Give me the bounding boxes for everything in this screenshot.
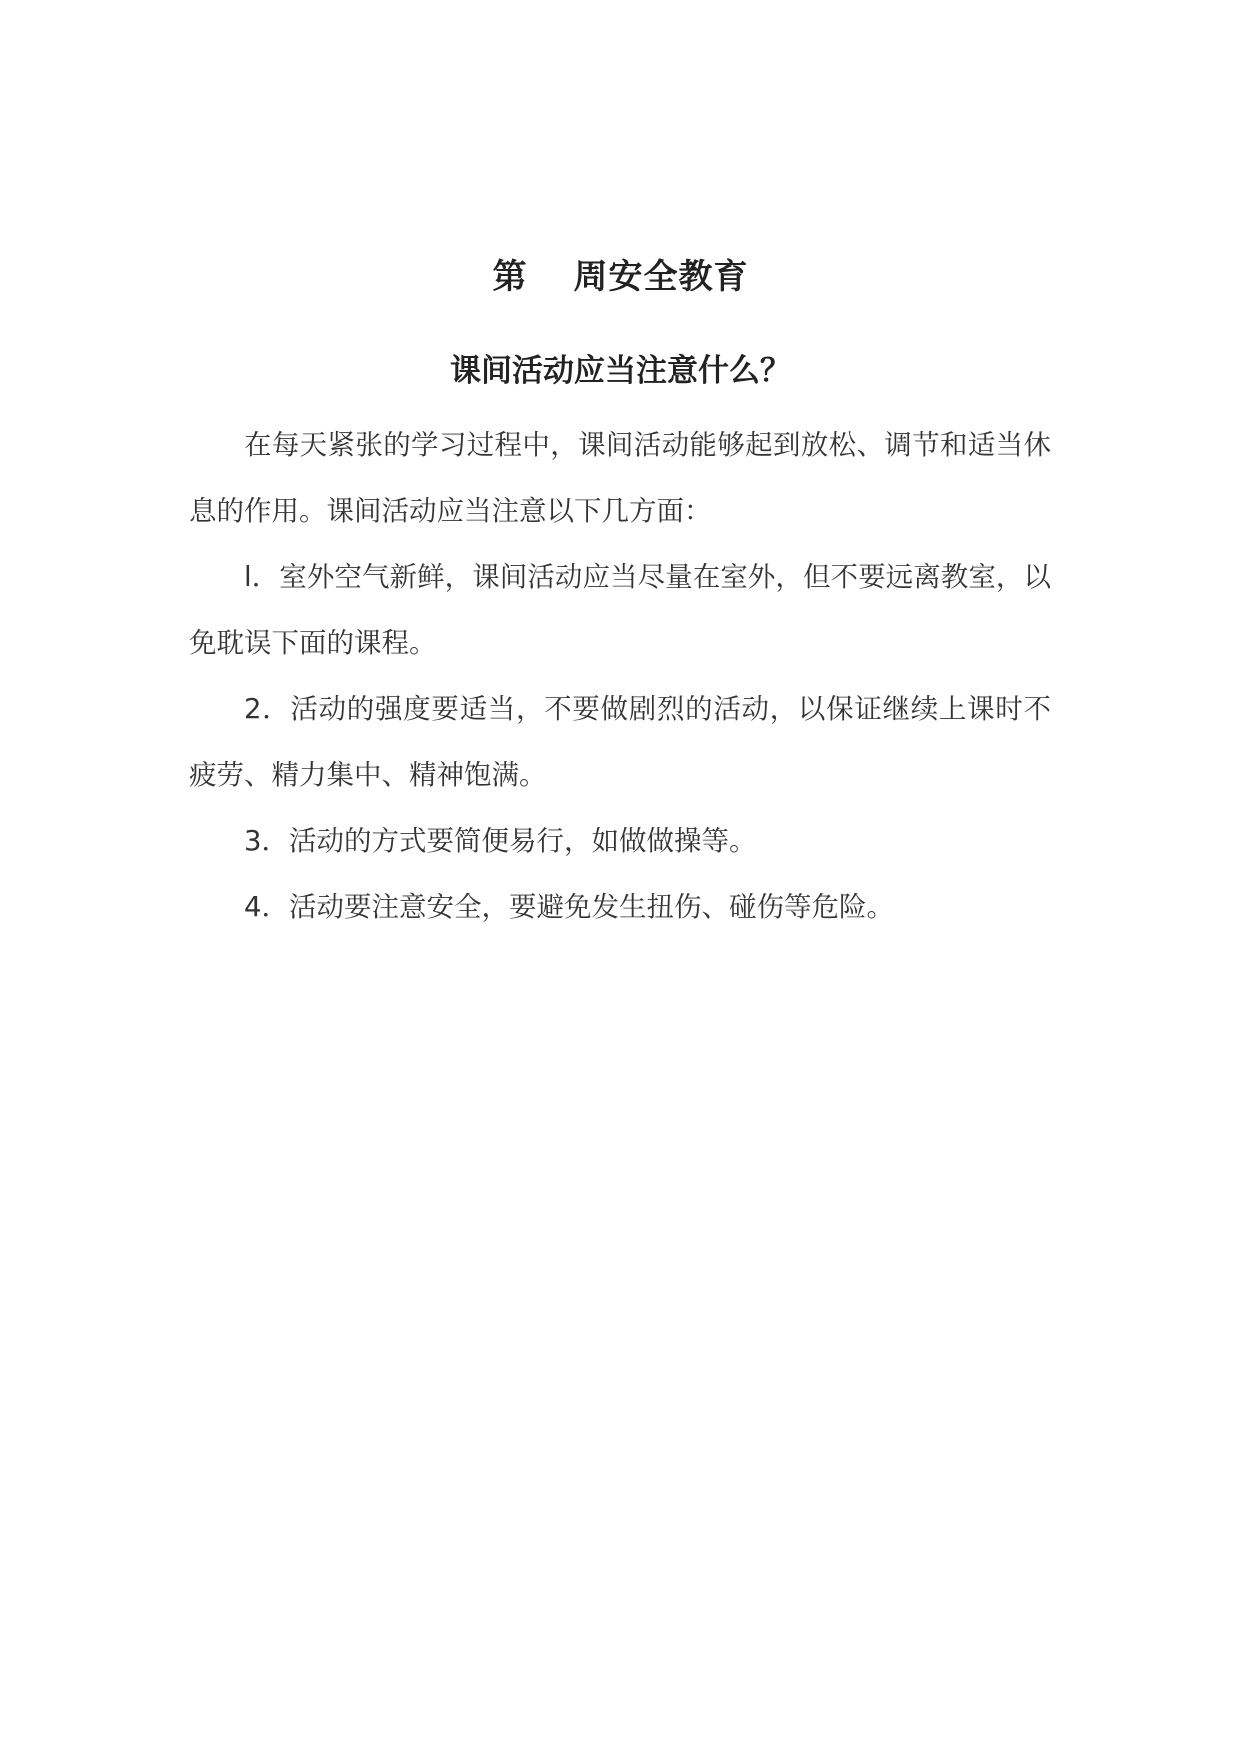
- intro-paragraph: 在每天紧张的学习过程中，课间活动能够起到放松、调节和适当休息的作用。课间活动应当注意以下几方面：: [189, 429, 1051, 527]
- title-right: 周安全教育: [573, 257, 749, 297]
- list-item-3: 3．活动的方式要简便易行，如做做操等。: [244, 825, 757, 857]
- section-heading: 课间活动应当注意什么？: [450, 353, 791, 389]
- list-item-4: 4．活动要注意安全，要避免发生扭伤、碰伤等危险。: [244, 891, 894, 923]
- list-item-1: l．室外空气新鲜，课间活动应当尽量在室外，但不要远离教室，以免耽误下面的课程。: [189, 561, 1051, 659]
- list-item-2: 2．活动的强度要适当，不要做剧烈的活动，以保证继续上课时不疲劳、精力集中、精神饱满。: [189, 693, 1051, 791]
- title-left: 第: [492, 257, 528, 297]
- body-text: [189, 412, 1051, 940]
- page-title: [0, 250, 1241, 304]
